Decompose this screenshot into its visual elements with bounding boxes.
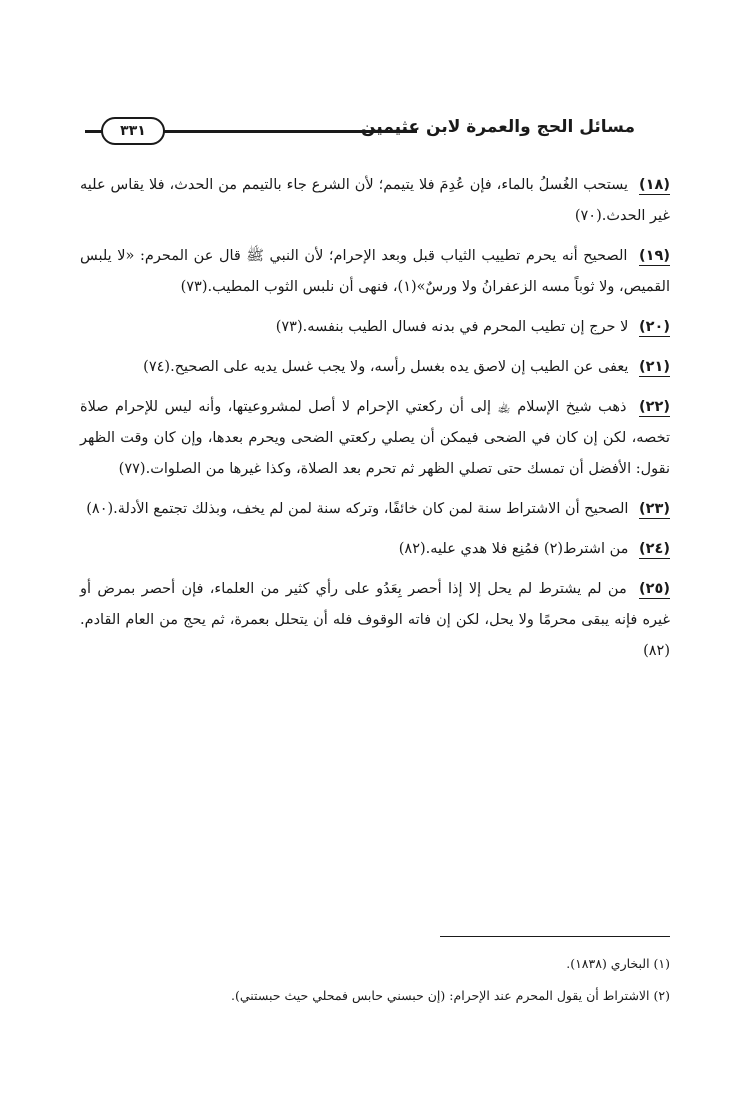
footnote: (٢) الاشتراط أن يقول المحرم عند الإحرام: (إن حبسني حابس فمحلي حيث حبستني).	[231, 988, 670, 1003]
issue-number: (٢٢)	[639, 399, 671, 415]
page-number: ٣٣١	[101, 117, 165, 145]
page-body	[80, 170, 670, 676]
footnotes	[80, 948, 670, 1012]
issue-number: (٢٣)	[639, 501, 670, 517]
header-rule-end	[85, 130, 103, 133]
issue-item	[80, 312, 670, 343]
page-header	[85, 115, 635, 147]
footnote: (١) البخاري (١٨٣٨).	[566, 956, 670, 971]
issue-text: من لم يشترط لم يحل إلا إذا أحصر بِعَدُو على رأي كثير من العلماء، فإن أحصر بمرض أو غيره فإنه يبقى محرمًا ولا يحل، لكن إن فاته الوقوف فله أن يتحلل بعمرة، ثم يحج من العام القادم.(٨٢)	[80, 581, 670, 659]
issue-text: يعفى عن الطيب إن لاصق يده بغسل رأسه، ولا يجب غسل يديه على الصحيح.(٧٤)	[143, 359, 629, 375]
issue-text: الصحيح أن الاشتراط سنة لمن كان خائفًا، وتركه سنة لمن لم يخف، وبذلك تجتمع الأدلة.(٨٠)	[86, 501, 629, 517]
issue-item	[80, 574, 670, 667]
issue-text: من اشترط(٢) فمُنِع فلا هدي عليه.(٨٢)	[398, 541, 629, 557]
issue-item	[80, 352, 670, 383]
issue-item	[80, 241, 670, 303]
issue-text: ذهب شيخ الإسلام ﵀ إلى أن ركعتي الإحرام لا أصل لمشروعيتها، وأنه ليس للإحرام صلاة تخصه، لكن إن كان في الضحى فيمكن أن يصلي ركعتي الضحى ويحرم بعدها، وإن كان وقت الظهر نقول: الأفضل أن تمسك حتى تصلي الظهر ثم تحرم بعد الصلاة، وكذا غيرها من الصلوات.(٧٧)	[80, 399, 670, 477]
issue-text: لا حرج إن تطيب المحرم في بدنه فسال الطيب بنفسه.(٧٣)	[275, 319, 629, 335]
issue-number: (٢٤)	[639, 541, 670, 557]
issue-number: (٢٥)	[639, 581, 671, 597]
issue-text: الصحيح أنه يحرم تطييب الثياب قبل وبعد الإحرام؛ لأن النبي ﷺ قال عن المحرم: «لا يلبس القميص، ولا ثوباً مسه الزعفرانُ ولا ورسٌ»(١)، فنهى أن نلبس الثوب المطيب.(٧٣)	[80, 248, 670, 295]
footnote-separator	[440, 936, 670, 937]
issue-number: (١٨)	[639, 177, 670, 193]
issue-text: يستحب الغُسلُ بالماء، فإن عُدِمَ فلا يتيمم؛ لأن الشرع جاء بالتيمم من الحدث، فلا يقاس عليه غير الحدث.(٧٠)	[80, 177, 670, 224]
header-rule	[163, 130, 417, 133]
issue-item	[80, 170, 670, 232]
issue-item	[80, 534, 670, 565]
issue-number: (٢١)	[639, 359, 670, 375]
issue-item	[80, 392, 670, 485]
issue-item	[80, 494, 670, 525]
issue-number: (١٩)	[639, 248, 670, 264]
issue-number: (٢٠)	[639, 319, 670, 335]
book-title: مسائل الحج والعمرة لابن عثيمين	[360, 117, 635, 137]
